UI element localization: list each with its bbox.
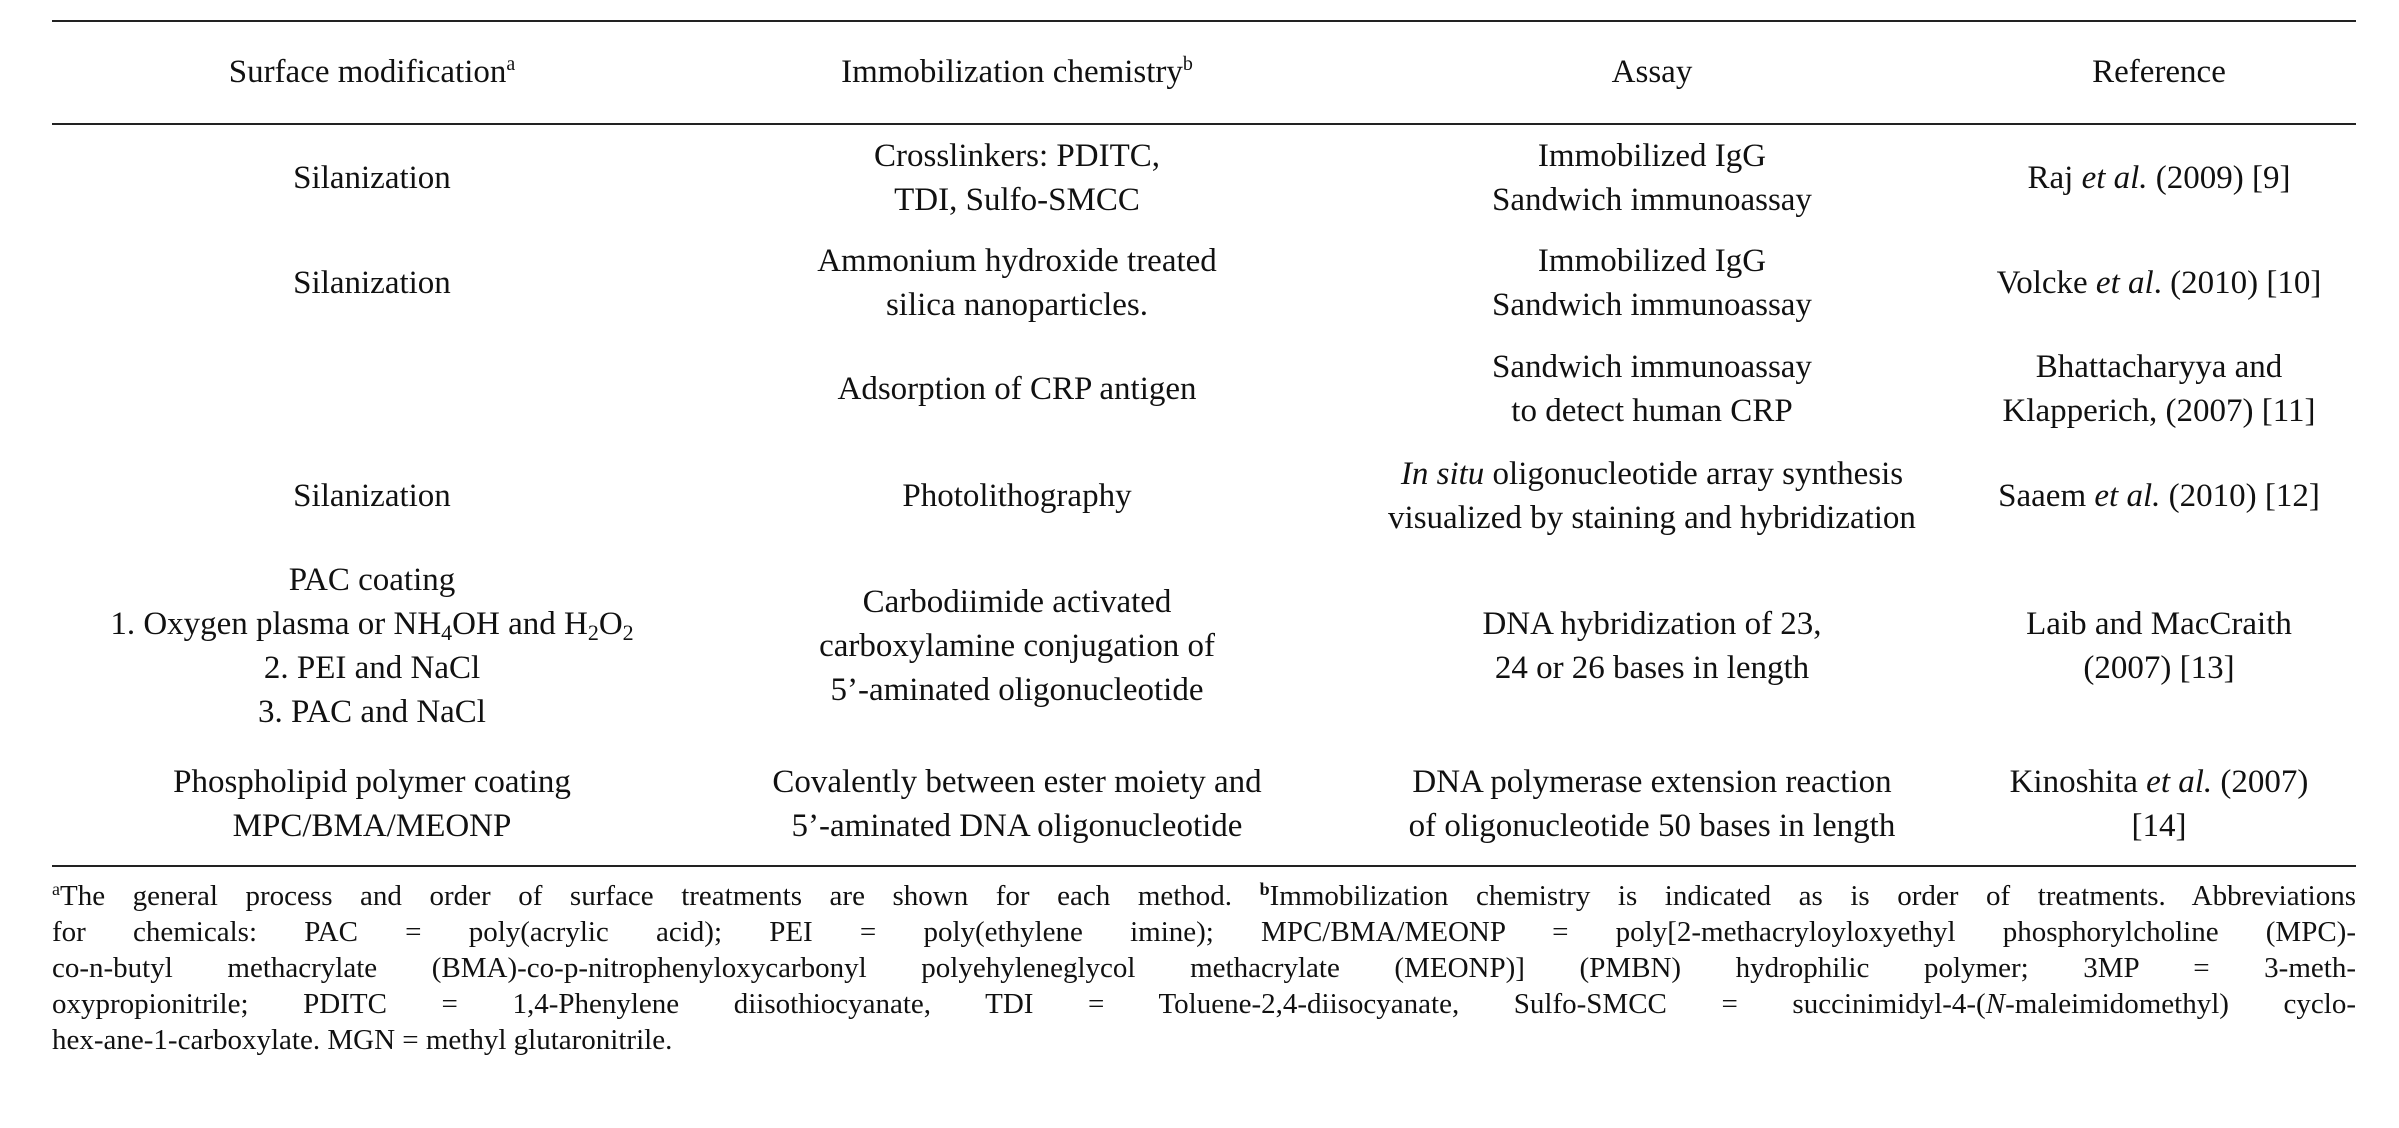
cell-reference: Kinoshita et al. (2007) [14] [2009, 764, 2309, 844]
cell-surface: Silanization [293, 478, 451, 514]
cell-assay: Immobilized IgG Sandwich immunoassay [1492, 138, 1812, 218]
cell-surface: Silanization [293, 160, 451, 196]
cell-reference: Raj et al. (2009) [9] [2027, 160, 2291, 196]
footnote-line: hex-ane-1-carboxylate. MGN = methyl glutaronitrile. [52, 1024, 673, 1056]
footnote-line: oxypropionitrile; PDITC = 1,4-Phenylene diisothiocyanate, TDI = Toluene-2,4-diisocyanate, Sulfo-SMCC = succinimidyl-4-(N-maleimidomethyl) cyclo- [52, 988, 2356, 1020]
header-surface-modification: Surface modification$^a$ [228, 53, 516, 90]
cell-surface [52, 334, 692, 444]
cell-immobilization: Photolithography [902, 478, 1132, 514]
header-row [52, 20, 2356, 124]
header-assay: Assay [1611, 54, 1693, 90]
cell-reference: Bhattacharyya and Klapperich, (2007) [11] [2002, 349, 2316, 429]
cell-assay: Immobilized IgG Sandwich immunoassay [1492, 243, 1812, 323]
cell-immobilization: Carbodiimide activated carboxylamine conjugation of 5’-aminated oligonucleotide [819, 584, 1215, 708]
header-immobilization-chemistry: Immobilization chemistry$^b$ [841, 53, 1193, 90]
table-row [52, 444, 2356, 548]
cell-assay: In situ oligonucleotide array synthesis visualized by staining and hybridization [1388, 456, 1916, 536]
table-row [52, 124, 2356, 232]
table-row [52, 232, 2356, 334]
cell-surface: Phospholipid polymer coating MPC/BMA/MEONP [173, 764, 571, 844]
table-row [52, 548, 2356, 744]
table-row [52, 334, 2356, 444]
cell-reference: Laib and MacCraith (2007) [13] [2026, 606, 2292, 686]
cell-immobilization: Crosslinkers: PDITC, TDI, Sulfo-SMCC [873, 138, 1160, 218]
cell-immobilization: Covalently between ester moiety and 5’-aminated DNA oligonucleotide [772, 764, 1262, 844]
cell-surface: Silanization [293, 265, 451, 301]
bottom-rule [52, 865, 2356, 867]
footnote-line: for chemicals: PAC = poly(acrylic acid); PEI = poly(ethylene imine); MPC/BMA/MEONP = poly[2-methacryloyloxyethyl phosphorylcholine (MPC)- [52, 916, 2356, 948]
cell-surface: PAC coating 1. Oxygen plasma or $NH_4OH$ and $H_2O_2$ 2. PEI and NaCl 3. PAC and NaCl [110, 562, 634, 730]
cell-immobilization: Adsorption of CRP antigen [837, 371, 1197, 407]
footnote-line: $^a$The general process and order of surface treatments are shown for each method. $^b$Immobilization chemistry is indicated as is order of treatments. Abbreviations [52, 879, 2356, 912]
header-reference: Reference [2092, 54, 2226, 90]
table-row [52, 744, 2356, 864]
cell-reference: Saaem et al. (2010) [12] [1998, 478, 2320, 514]
footnote-line: co-n-butyl methacrylate (BMA)-co-p-nitrophenyloxycarbonyl polyehyleneglycol methacrylate (MEONP)] (PMBN) hydrophilic polymer; 3MP = 3-meth- [52, 952, 2356, 984]
cell-assay: DNA polymerase extension reaction of oligonucleotide 50 bases in length [1408, 764, 1896, 844]
cell-reference: Volcke et al. (2010) [10] [1996, 265, 2322, 301]
table-grid [52, 20, 2356, 864]
table-footnote [52, 878, 2356, 1058]
cell-immobilization: Ammonium hydroxide treated silica nanoparticles. [817, 243, 1217, 323]
cell-assay: DNA hybridization of 23, 24 or 26 bases in length [1482, 606, 1822, 686]
cell-assay: Sandwich immunoassay to detect human CRP [1492, 349, 1812, 429]
